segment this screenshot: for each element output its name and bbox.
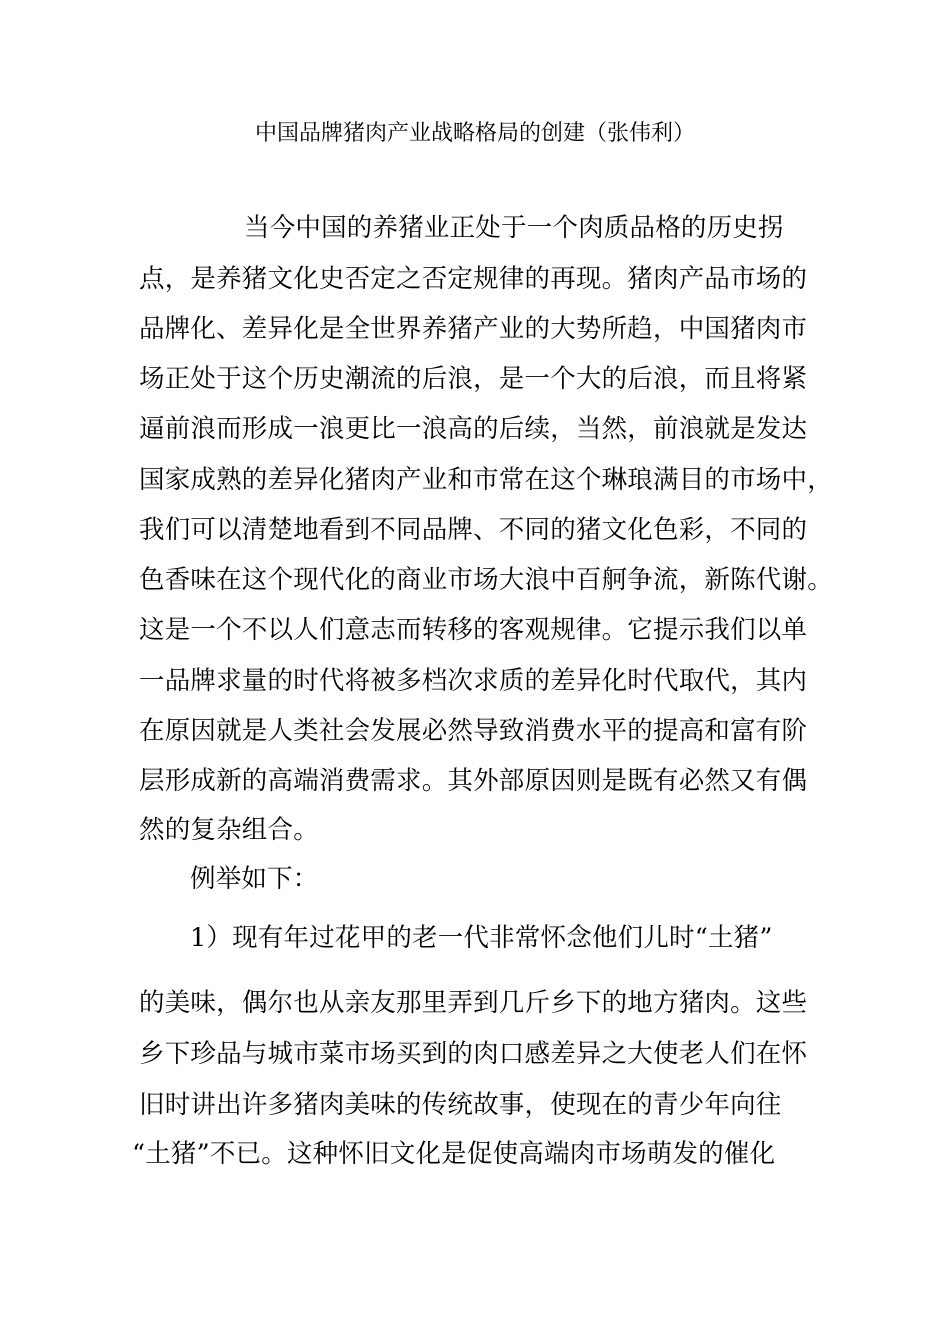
list-item-line: 乡下珍品与城市菜市场买到的肉口感差异之大使老人们在怀 (139, 1039, 808, 1069)
list-item-line: 的美味，偶尔也从亲友那里弄到几斤乡下的地方猪肉。这些 (139, 988, 808, 1018)
paragraph-line: 当今中国的养猪业正处于一个肉质品格的历史拐 (244, 213, 784, 243)
list-item-line: “土猪”不已。这种怀旧文化是促使高端肉市场萌发的催化 (132, 1139, 776, 1169)
paragraph-line: 国家成熟的差异化猪肉产业和市常在这个琳琅满目的市场中， (139, 465, 833, 495)
document-title: 中国品牌猪肉产业战略格局的创建（张伟利） (254, 121, 695, 146)
list-item-line: 旧时讲出许多猪肉美味的传统故事，使现在的青少年向往 (139, 1090, 782, 1120)
paragraph-line: 色香味在这个现代化的商业市场大浪中百舸争流，新陈代谢。 (139, 565, 833, 595)
paragraph-line: 一品牌求量的时代将被多档次求质的差异化时代取代，其内 (139, 666, 808, 696)
paragraph-line: 然的复杂组合。 (139, 815, 319, 845)
paragraph-line: 场正处于这个历史潮流的后浪，是一个大的后浪，而且将紧 (139, 364, 808, 394)
paragraph-line: 点，是养猪文化史否定之否定规律的再现。猪肉产品市场的 (139, 264, 808, 294)
paragraph-line: 逼前浪而形成一浪更比一浪高的后续，当然，前浪就是发达 (139, 414, 808, 444)
paragraph-line: 我们可以清楚地看到不同品牌、不同的猪文化色彩，不同的 (139, 515, 808, 545)
paragraph-line: 品牌化、差异化是全世界养猪产业的大势所趋，中国猪肉市 (139, 314, 808, 344)
paragraph-line: 层形成新的高端消费需求。其外部原因则是既有必然又有偶 (139, 766, 808, 796)
paragraph-line: 例举如下： (190, 864, 319, 894)
list-item-line: 1）现有年过花甲的老一代非常怀念他们儿时“土猪” (190, 923, 773, 953)
paragraph-line: 在原因就是人类社会发展必然导致消费水平的提高和富有阶 (139, 716, 808, 746)
paragraph-line: 这是一个不以人们意志而转移的客观规律。它提示我们以单 (139, 615, 808, 645)
